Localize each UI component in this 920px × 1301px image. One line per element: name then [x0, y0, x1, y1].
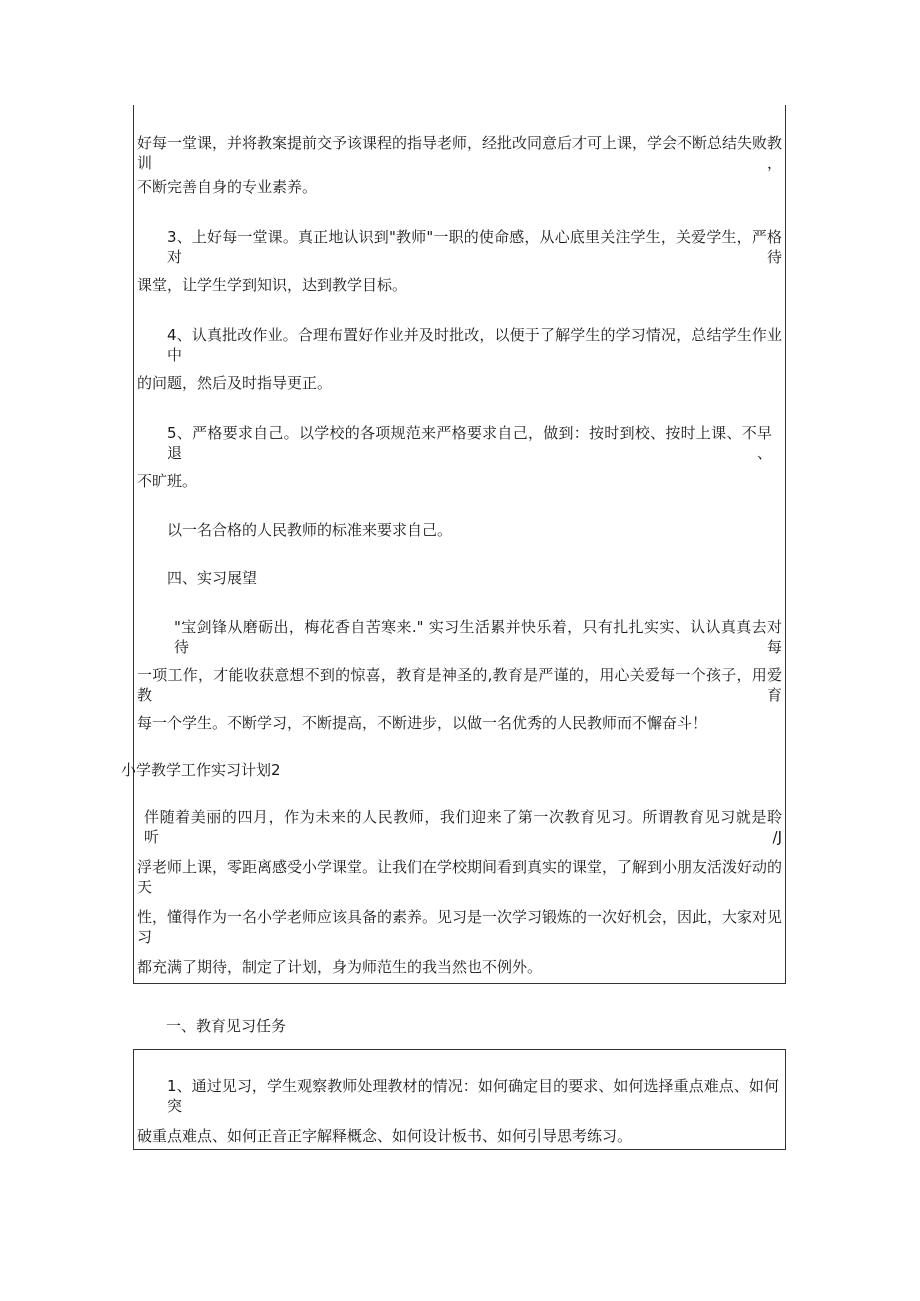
document-subtitle: 小学教学工作实习计划2 [121, 761, 281, 779]
paragraph-line: 以一名合格的人民教师的标准来要求自己。 [167, 521, 453, 539]
content-frame-lower [133, 1049, 786, 1150]
paragraph-line: 4、认真批改作业。合理布置好作业并及时批改，以便于了解学生的学习情况，总结学生作业中 [167, 326, 782, 364]
paragraph-line: 性，懂得作为一名小学老师应该具备的素养。见习是一次学习锻炼的一次好机会，因此，大家对见习 [137, 908, 783, 946]
section-heading: 一、教育见习任务 [166, 1017, 287, 1035]
paragraph-line: 不旷班。 [137, 472, 198, 490]
paragraph-line: 破重点难点、如何正音正字解释概念、如何设计板书、如何引导思考练习。 [137, 1127, 633, 1145]
paragraph-line: 5、严格要求自己。以学校的各项规范来严格要求自己，做到：按时到校、按时上课、不早退、 [167, 424, 772, 462]
paragraph-line: 课堂，让学生学到知识，达到教学目标。 [137, 276, 408, 294]
paragraph-line: 浮老师上课，零距离感受小学课堂。让我们在学校期间看到真实的课堂，了解到小朋友活泼好动的天 [137, 858, 783, 896]
section-heading: 四、实习展望 [167, 569, 258, 587]
paragraph-line: "宝剑锋从磨砺出，梅花香自苦寒来." 实习生活累并快乐着，只有扎扎实实、认认真真去对待每 [174, 618, 782, 656]
paragraph-line: 都充满了期待，制定了计划，身为师范生的我当然也不例外。 [137, 958, 543, 976]
paragraph-line: 伴随着美丽的四月，作为未来的人民教师，我们迎来了第一次教育见习。所谓教育见习就是聆听/J [144, 808, 782, 846]
paragraph-line: 1、通过见习，学生观察教师处理教材的情况：如何确定目的要求、如何选择重点难点、如何突 [167, 1077, 779, 1115]
paragraph-line: 一项工作，才能收获意想不到的惊喜，教育是神圣的,教育是严谨的，用心关爱每一个孩子，用爱教育 [137, 666, 782, 704]
paragraph-line: 的问题，然后及时指导更正。 [137, 374, 333, 392]
content-frame-upper [121, 105, 786, 984]
paragraph-line: 不断完善自身的专业素养。 [137, 178, 318, 196]
paragraph-line: 每一个学生。不断学习，不断提高，不断进步，以做一名优秀的人民教师而不懈奋斗！ [137, 714, 708, 732]
paragraph-line: 3、上好每一堂课。真正地认识到"教师"一职的使命感，从心底里关注学生，关爱学生，严格对待 [167, 228, 782, 266]
paragraph-line: 好每一堂课，并将教案提前交予该课程的指导老师，经批改同意后才可上课，学会不断总结失败教训， [137, 134, 783, 172]
